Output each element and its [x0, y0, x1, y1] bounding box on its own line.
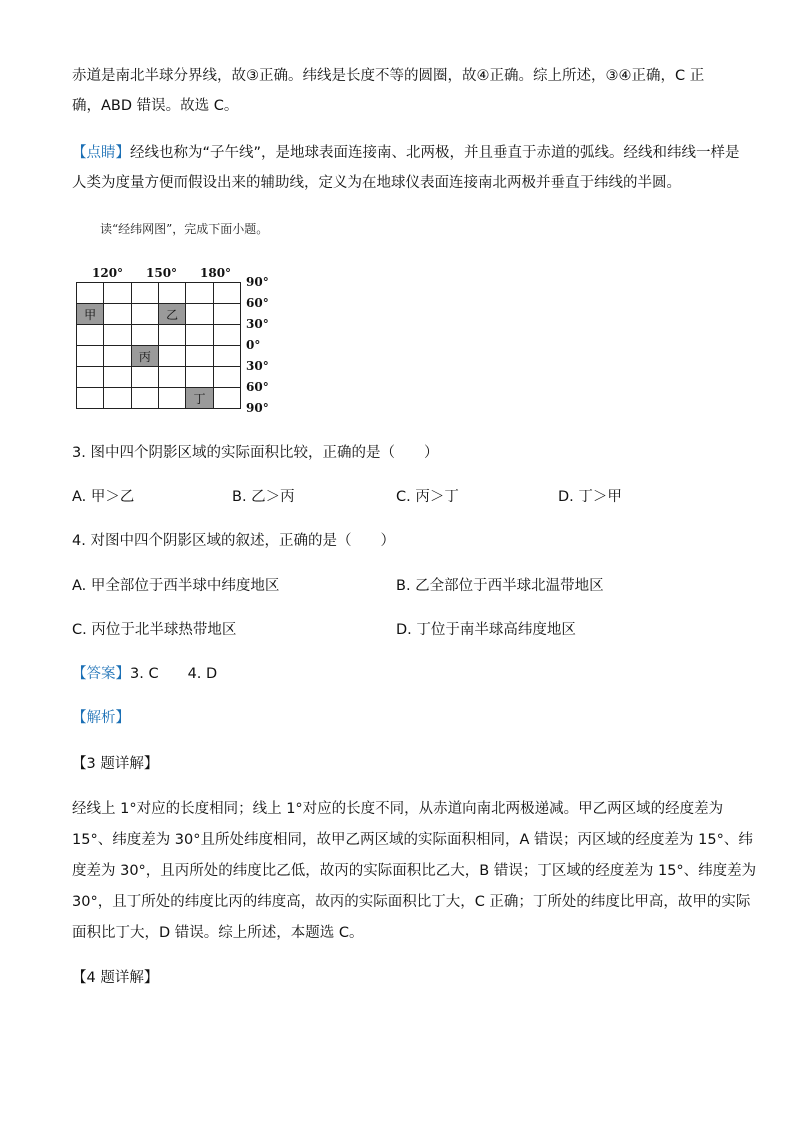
grid-cell	[77, 346, 104, 367]
q4-option-a: A. 甲全部位于西半球中纬度地区	[72, 578, 280, 594]
grid-cell-shaded: 丁	[186, 388, 213, 409]
grid-cell	[77, 283, 104, 304]
grid-cell	[132, 325, 159, 346]
grid-cell	[104, 325, 131, 346]
grid-cell	[104, 367, 131, 388]
detail4-title: 【4 题详解】	[72, 970, 159, 986]
grid-cell	[104, 388, 131, 409]
grid-cell	[132, 367, 159, 388]
grid-cell	[159, 367, 186, 388]
latitude-label: 30°	[246, 359, 269, 373]
grid-cell	[159, 388, 186, 409]
grid-cell	[186, 283, 213, 304]
grid-cell-shaded: 丙	[132, 346, 159, 367]
grid-cell	[159, 346, 186, 367]
grid-cell	[77, 367, 104, 388]
detail3-line: 度差为 30°，且丙所处的纬度比乙低，故丙的实际面积比乙大，B 错误；丁区域的经度差为 15°、纬度差为	[72, 863, 757, 879]
tip-text-1: 经线也称为“子午线”，是地球表面连接南、北两极，并且垂直于赤道的弧线。经线和纬线一样是	[130, 145, 740, 161]
latitude-label: 60°	[246, 296, 269, 310]
q4-option-d: D. 丁位于南半球高纬度地区	[396, 622, 576, 638]
grid-cell	[77, 388, 104, 409]
grid-cell	[214, 367, 241, 388]
answer-text: 3. C 4. D	[130, 666, 218, 682]
detail3-line: 面积比丁大，D 错误。综上所述，本题选 C。	[72, 925, 364, 941]
grid-cell	[186, 367, 213, 388]
detail3-line: 30°，且丁所处的纬度比丙的纬度高，故丙的实际面积比丁大，C 正确；丁所处的纬度比甲高，故甲的实际	[72, 894, 751, 910]
grid-cell-shaded: 乙	[159, 304, 186, 325]
q4-stem: 4. 对图中四个阴影区域的叙述，正确的是（ ）	[72, 533, 395, 549]
grid-cell	[214, 304, 241, 325]
latitude-label: 60°	[246, 380, 269, 394]
q3-option-a: A. 甲＞乙	[72, 489, 135, 505]
q4-option-b: B. 乙全部位于西半球北温带地区	[396, 578, 604, 594]
grid-cell	[186, 346, 213, 367]
grid-cell	[186, 325, 213, 346]
q3-option-b: B. 乙＞丙	[232, 489, 295, 505]
q3-stem: 3. 图中四个阴影区域的实际面积比较，正确的是（ ）	[72, 445, 439, 461]
answer-line	[72, 664, 217, 684]
latitude-label: 90°	[246, 275, 269, 289]
q3-option-d: D. 丁＞甲	[558, 489, 622, 505]
longitude-label: 150°	[146, 266, 178, 280]
figure-caption: 读“经纬网图”，完成下面小题。	[100, 222, 269, 236]
intro-line-1: 赤道是南北半球分界线，故③正确。纬线是长度不等的圆圈，故④正确。综上所述，③④正确，C 正	[72, 68, 705, 84]
latitude-label: 90°	[246, 401, 269, 415]
intro-line-2: 确，ABD 错误。故选 C。	[72, 98, 239, 114]
analysis-tag: 【解析】	[72, 710, 130, 726]
grid-cell	[104, 304, 131, 325]
grid-cell	[214, 388, 241, 409]
tip-line-2: 人类为度量方便而假设出来的辅助线，定义为在地球仪表面连接南北两极并垂直于纬线的半圆。	[72, 175, 681, 191]
latitude-label: 0°	[246, 338, 261, 352]
grid-cell	[132, 283, 159, 304]
grid-cell	[132, 304, 159, 325]
q3-option-c: C. 丙＞丁	[396, 489, 459, 505]
grid-cell	[159, 325, 186, 346]
detail3-line: 15°、纬度差为 30°且所处纬度相同，故甲乙两区域的实际面积相同，A 错误；丙区域的经度差为 15°、纬	[72, 832, 753, 848]
lat-long-grid-figure	[70, 262, 290, 422]
latitude-label: 30°	[246, 317, 269, 331]
grid-cell	[159, 283, 186, 304]
grid-cell	[214, 283, 241, 304]
grid-cell	[104, 346, 131, 367]
detail3-title: 【3 题详解】	[72, 756, 159, 772]
detail3-line: 经线上 1°对应的长度相同；线上 1°对应的长度不同，从赤道向南北两极递减。甲乙两区域的经度差为	[72, 801, 724, 817]
tip-line-1	[72, 143, 740, 163]
longitude-label: 120°	[92, 266, 124, 280]
tip-tag: 【点睛】	[72, 145, 130, 161]
grid-cell	[214, 325, 241, 346]
grid-cell	[132, 388, 159, 409]
grid-cells	[76, 282, 241, 409]
grid-cell-shaded: 甲	[77, 304, 104, 325]
longitude-label: 180°	[200, 266, 232, 280]
grid-cell	[104, 283, 131, 304]
q4-option-c: C. 丙位于北半球热带地区	[72, 622, 237, 638]
grid-cell	[77, 325, 104, 346]
grid-cell	[186, 304, 213, 325]
grid-cell	[214, 346, 241, 367]
answer-tag: 【答案】	[72, 666, 130, 682]
